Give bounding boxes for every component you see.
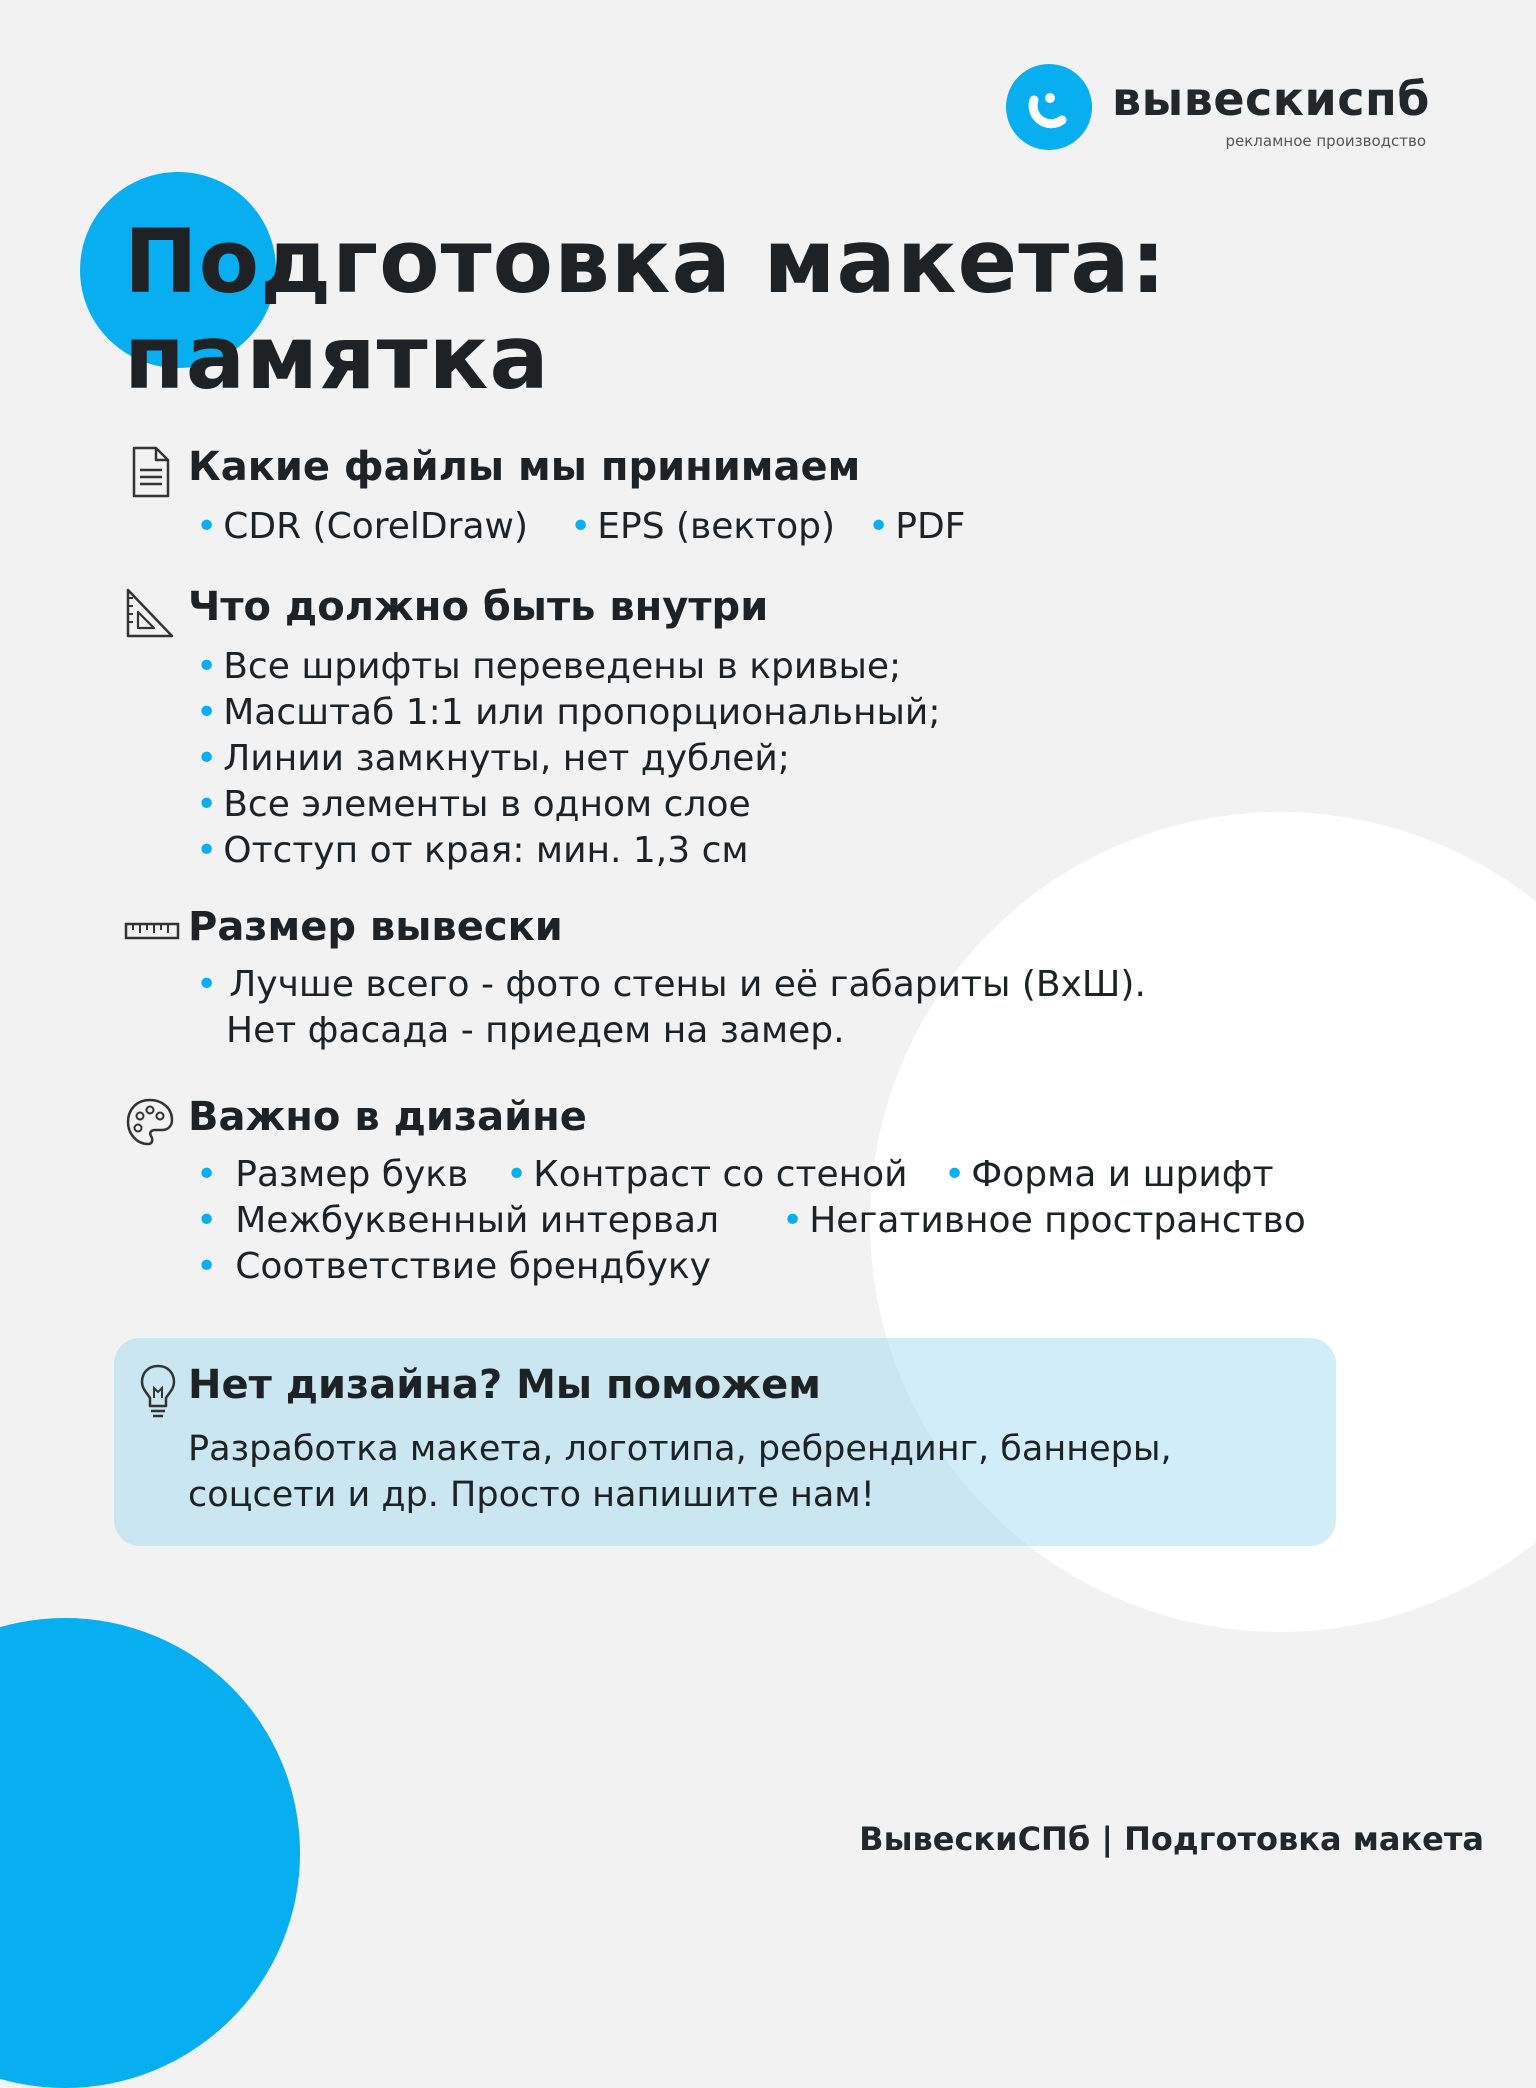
page-title: Подготовка макета: памятка (124, 210, 1167, 409)
list-item: • Масштаб 1:1 или пропорциональный; (196, 692, 941, 733)
list-item: • Размер букв (196, 1154, 469, 1195)
document-icon (122, 444, 178, 500)
list-item: • Отступ от края: мин. 1,3 см (196, 830, 749, 871)
list-item: • CDR (CorelDraw) (196, 506, 528, 547)
brand-logo[interactable] (1006, 64, 1446, 154)
section-title: Что должно быть внутри (188, 584, 769, 630)
section-title: Какие файлы мы принимаем (188, 444, 861, 490)
section-title: Размер вывески (188, 904, 563, 950)
list-item: • PDF (868, 506, 966, 547)
logo-tagline: рекламное производство (1225, 132, 1426, 150)
list-item: • Межбуквенный интервал (196, 1200, 720, 1241)
list-item: • Контраст со стеной (506, 1154, 908, 1195)
list-item: • Лучше всего - фото стены и её габариты (ВхШ). (196, 964, 1146, 1005)
ruler-icon (124, 904, 180, 960)
logo-name: вывескиспб (1112, 72, 1430, 126)
list-item: • Негативное пространство (782, 1200, 1306, 1241)
logo-mark-icon (1006, 64, 1092, 150)
footer-caption: ВывескиСПб | Подготовка макета (859, 1820, 1484, 1858)
list-item: • Линии замкнуты, нет дублей; (196, 738, 790, 779)
list-item: • Все элементы в одном слое (196, 784, 751, 825)
help-text: Разработка макета, логотипа, ребрендинг, баннеры, соцсети и др. Просто напишите нам! (188, 1429, 1172, 1515)
help-callout (114, 1338, 1336, 1546)
help-title: Нет дизайна? Мы поможем (188, 1362, 821, 1408)
lightbulb-icon (138, 1362, 178, 1422)
list-item-continuation: Нет фасада - приедем на замер. (226, 1010, 845, 1051)
palette-icon (122, 1094, 178, 1150)
list-item: • Все шрифты переведены в кривые; (196, 646, 902, 687)
list-item: • Соответствие брендбуку (196, 1246, 711, 1287)
set-square-icon (122, 584, 178, 640)
section-title: Важно в дизайне (188, 1094, 587, 1140)
list-item: • Форма и шрифт (944, 1154, 1274, 1195)
list-item: • EPS (вектор) (570, 506, 836, 547)
